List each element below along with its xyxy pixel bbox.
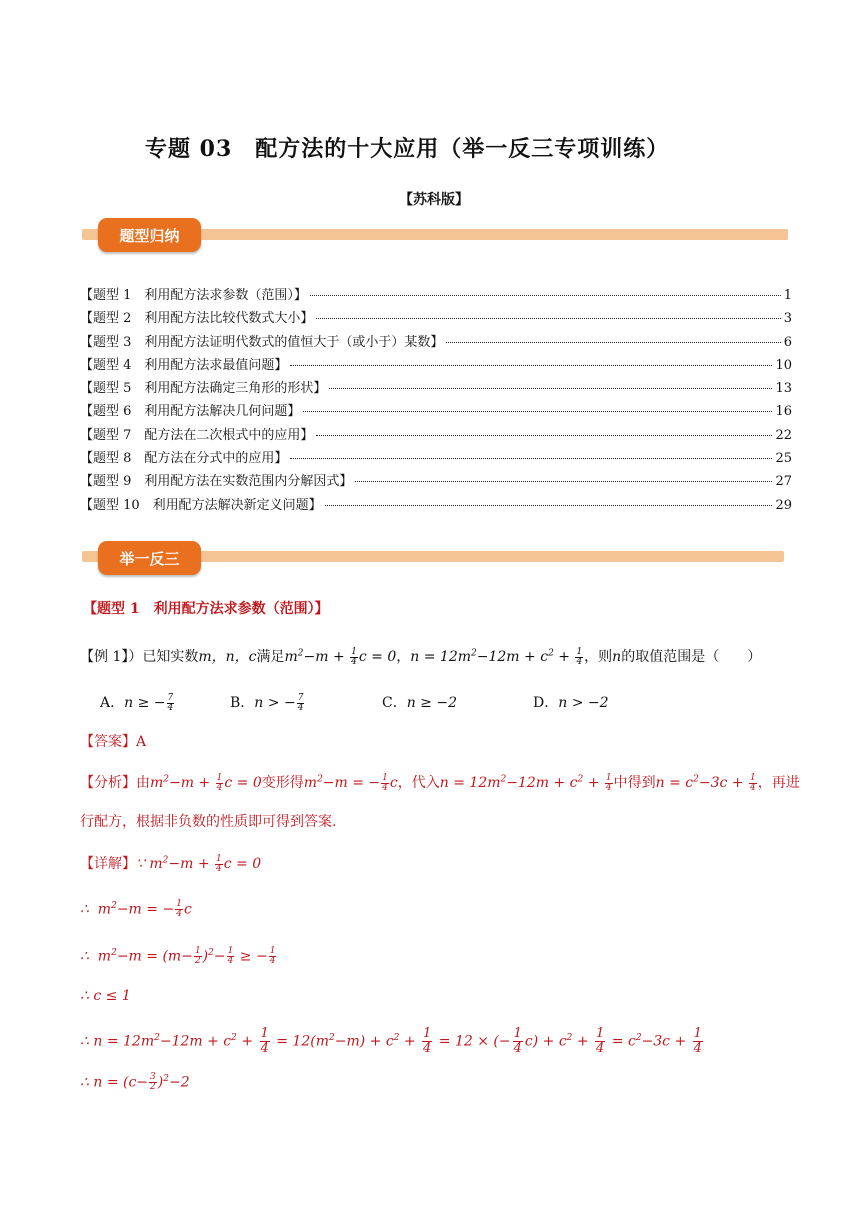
example-then: ，则: [584, 649, 613, 665]
analysis-text-5: ，再进: [757, 775, 800, 791]
option-c[interactable]: [382, 692, 457, 712]
toc-item[interactable]: [80, 424, 792, 447]
toc-leader-dots: [290, 458, 772, 459]
eq-n-definition: $n = 12m^2-12m + c^2$ + $\frac{1}{4}$: [410, 646, 583, 667]
example-mid: ，: [396, 649, 411, 665]
toc-item-label: 【题型 8 配方法在分式中的应用】: [80, 451, 288, 467]
analysis-text-3: ，代入: [397, 775, 440, 791]
toc-item-label: 【题型 5 利用配方法确定三角形的形状】: [80, 381, 327, 397]
toc-item-page: 27: [775, 474, 792, 490]
toc-item[interactable]: [80, 354, 792, 377]
example-tail: 的取值范围是（ ）: [621, 649, 762, 665]
analysis-eq-1: $m^2-m$ + $\frac{1}{4}$ c = 0: [150, 772, 262, 793]
analysis-text-1: 由: [136, 775, 150, 791]
toc-leader-dots: [329, 388, 772, 389]
toc-item-page: 25: [775, 451, 792, 467]
option-c-value: n ≥ −2: [406, 695, 458, 711]
option-d-value: n > −2: [558, 695, 609, 711]
toc-item[interactable]: [80, 307, 792, 330]
toc-item-label: 【题型 4 利用配方法求最值问题】: [80, 357, 288, 373]
example-n: n: [612, 649, 622, 665]
toc-item-page: 1: [783, 288, 792, 303]
toc-leader-dots: [316, 318, 780, 319]
analysis-text-4: 中得到: [613, 775, 656, 791]
toc-item[interactable]: [80, 284, 792, 307]
toc-item-page: 16: [775, 404, 792, 420]
toc-item-page: 10: [775, 357, 792, 373]
option-b[interactable]: [230, 692, 305, 713]
detail-eq-3: ∴ $m^2-m = (m-$ $\frac{1}{2}$ )$^2$− $\frac{1}{4}$ ≥ − $\frac{1}{4}$: [80, 946, 276, 966]
toc-leader-dots: [446, 342, 780, 343]
example-prefix: 【例 1】）已知实数: [80, 649, 199, 665]
eq-condition: $m^2-m$ + $\frac{1}{4}$ c = 0: [284, 646, 397, 667]
option-a[interactable]: [100, 692, 175, 713]
toc-item-label: 【题型 1 利用配方法求参数（范围）】: [80, 288, 307, 303]
section-pill-main: 举一反三: [98, 541, 201, 575]
toc-item[interactable]: [80, 331, 792, 354]
example-question: [80, 646, 761, 667]
toc-item[interactable]: [80, 400, 792, 423]
toc-item[interactable]: [80, 494, 792, 517]
analysis-line-2: 行配方，根据非负数的性质即可得到答案.: [80, 814, 337, 830]
detail-eq-4: ∴ c ≤ 1: [80, 988, 131, 1004]
toc-item-page: 29: [775, 497, 792, 513]
edition-label: 【苏科版】: [399, 192, 469, 208]
option-d-label: D．: [533, 695, 559, 711]
option-a-value: n ≥ − $\frac{7}{4}$: [124, 692, 174, 713]
option-b-value: n > − $\frac{7}{4}$: [254, 692, 304, 713]
toc-item-label: 【题型 9 利用配方法在实数范围内分解因式】: [80, 474, 353, 490]
option-d[interactable]: [533, 692, 609, 712]
toc-item-label: 【题型 2 利用配方法比较代数式大小】: [80, 311, 314, 327]
analysis-text-2: 变形得: [261, 775, 304, 791]
detail-line-1: [80, 853, 261, 874]
analysis-eq-3: $n = 12m^2-12m + c^2$ + $\frac{1}{4}$: [439, 772, 612, 793]
detail-eq-1: ∵ $m^2-m$ + $\frac{1}{4}$ c = 0: [136, 853, 262, 874]
toc-leader-dots: [310, 295, 781, 296]
toc-item-label: 【题型 10 利用配方法解决新定义问题】: [80, 497, 322, 513]
toc-leader-dots: [290, 365, 772, 366]
detail-eq-6: ∴ n = (c− $\frac{3}{2}$ )$^2$−2: [80, 1072, 190, 1092]
answer-label: 【答案】: [80, 734, 136, 750]
toc-leader-dots: [355, 481, 772, 482]
detail-eq-2: ∴ $m^2-m$ = − $\frac{1}{4}$ c: [80, 899, 192, 919]
option-c-label: C．: [382, 695, 407, 711]
analysis-eq-2: $m^2-m$ = − $\frac{1}{4}$ c: [303, 772, 398, 793]
option-a-label: A．: [100, 695, 125, 711]
table-of-contents: [80, 284, 792, 517]
analysis-eq-4: $n = c^2-3c$ + $\frac{1}{4}$: [655, 772, 756, 793]
toc-item-label: 【题型 7 配方法在二次根式中的应用】: [80, 427, 314, 443]
toc-leader-dots: [325, 505, 773, 506]
toc-item-page: 22: [775, 427, 792, 443]
toc-item[interactable]: [80, 470, 792, 493]
toc-item-page: 6: [783, 334, 792, 350]
detail-label: 【详解】: [80, 856, 136, 872]
page-title: 专题 03 配方法的十大应用（举一反三专项训练）: [145, 136, 670, 162]
example-given: 满足: [256, 649, 285, 665]
example-vars: m，n，c: [198, 649, 257, 665]
toc-item[interactable]: [80, 377, 792, 400]
toc-item-label: 【题型 3 利用配方法证明代数式的值恒大于（或小于）某数】: [80, 334, 444, 350]
toc-item-page: 13: [775, 381, 792, 397]
section-pill-toc: 题型归纳: [98, 218, 201, 252]
analysis-label: 【分析】: [80, 775, 136, 791]
toc-item-label: 【题型 6 利用配方法解决几何问题】: [80, 404, 301, 420]
answer-value: A: [136, 734, 147, 750]
toc-leader-dots: [316, 435, 772, 436]
topic-heading: 【题型 1 利用配方法求参数（范围）】: [83, 601, 329, 617]
detail-eq-5: ∴ $n = 12m^2-12m + c^2$ + $\frac{1}{4}$ = $12(m^2-m) + c^2$ + $\frac{1}{4}$ = 12 × (− $\frac{1}{4}$ $c) + c^2$ + $\frac{1}{4}$ = $c^2-3c$ + $\frac{1}{4}$: [80, 1026, 702, 1056]
answer-line: [80, 731, 146, 751]
toc-item-page: 3: [783, 311, 792, 327]
option-b-label: B．: [230, 695, 255, 711]
toc-item[interactable]: [80, 447, 792, 470]
analysis-line-1: [80, 772, 800, 793]
toc-leader-dots: [303, 411, 772, 412]
